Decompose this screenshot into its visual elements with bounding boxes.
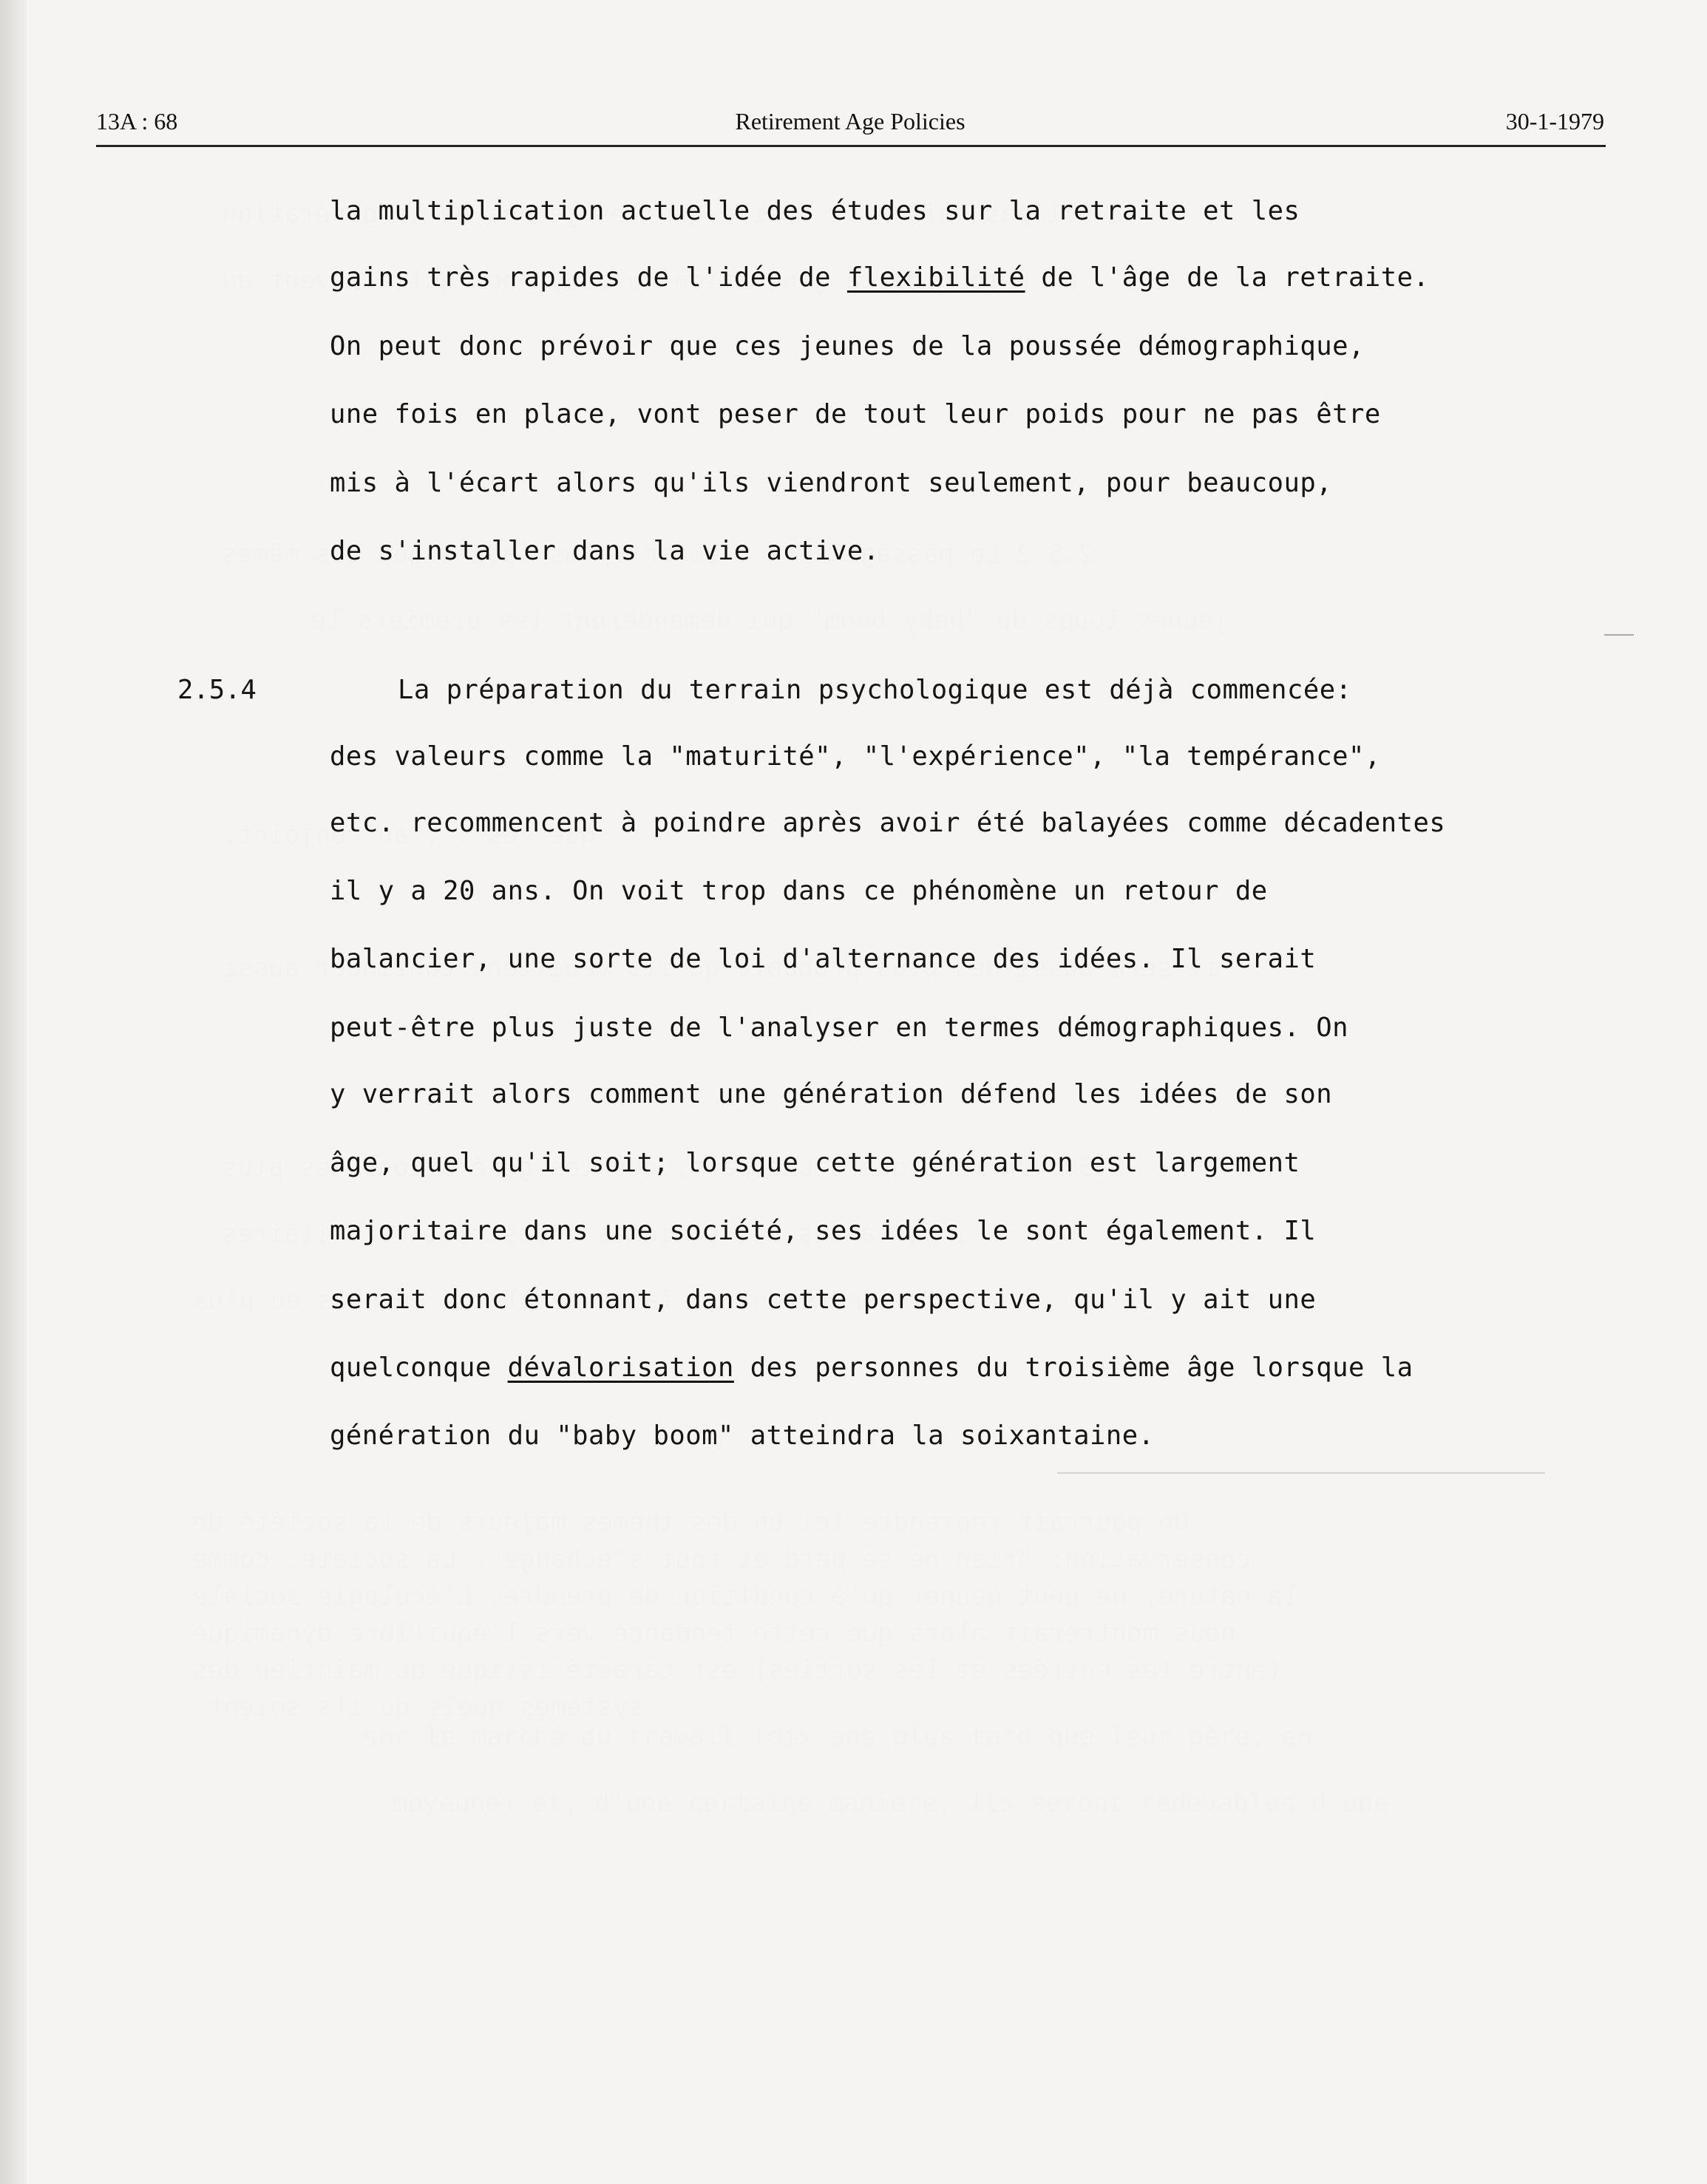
section-line-4: il y a 20 ans. On voit trop dans ce phénomène un retour de — [330, 876, 1268, 906]
body-line-4: une fois en place, vont peser de tout leur poids pour ne pas être — [330, 399, 1381, 429]
section-line-2: des valeurs comme la "maturité", "l'expérience", "la tempérance", — [330, 741, 1381, 772]
section-line-10: serait donc étonnant, dans cette perspective, qu'il y ait une — [330, 1285, 1317, 1315]
footnote-rule-faint — [1057, 1472, 1545, 1474]
section-line-11: quelconque dévalorisation des personnes du troisième âge lorsque la — [330, 1353, 1414, 1383]
page-edge-shadow — [0, 0, 27, 2184]
section-line-7: y verrait alors comment une génération défend les idées de son — [330, 1079, 1333, 1109]
underlined-devalorisation: dévalorisation — [507, 1353, 734, 1383]
body-line-5: mis à l'écart alors qu'ils viendront seulement, pour beaucoup, — [330, 468, 1333, 498]
section-line-9: majoritaire dans une société, ses idées le sont également. Il — [330, 1216, 1317, 1246]
body-line-1: la multiplication actuelle des études sur la retraite et les — [330, 196, 1300, 226]
underlined-flexibilite: flexibilité — [846, 262, 1025, 293]
section-line-6: peut-être plus juste de l'analyser en termes démographiques. On — [330, 1013, 1348, 1043]
section-line-3: etc. recommencent à poindre après avoir été balayées comme décadentes — [330, 808, 1446, 838]
running-title: Retirement Age Policies — [735, 108, 966, 135]
section-line-8: âge, quel qu'il soit; lorsque cette génération est largement — [330, 1148, 1300, 1178]
document-date: 30-1-1979 — [1505, 108, 1604, 135]
body-line-3: On peut donc prévoir que ces jeunes de la poussée démographique, — [330, 331, 1365, 361]
section-line-1: La préparation du terrain psychologique est déjà commencée: — [398, 675, 1352, 705]
margin-mark — [1604, 634, 1634, 636]
section-line-12: génération du "baby boom" atteindra la soixantaine. — [330, 1421, 1155, 1451]
body-line-2: gains très rapides de l'idée de flexibilité de l'âge de la retraite. — [330, 262, 1430, 293]
page-number: 13A : 68 — [96, 108, 178, 135]
body-line-6: de s'installer dans la vie active. — [330, 536, 880, 566]
section-number: 2.5.4 — [177, 675, 257, 705]
header-rule — [96, 145, 1606, 147]
section-line-5: balancier, une sorte de loi d'alternance des idées. Il serait — [330, 944, 1317, 974]
